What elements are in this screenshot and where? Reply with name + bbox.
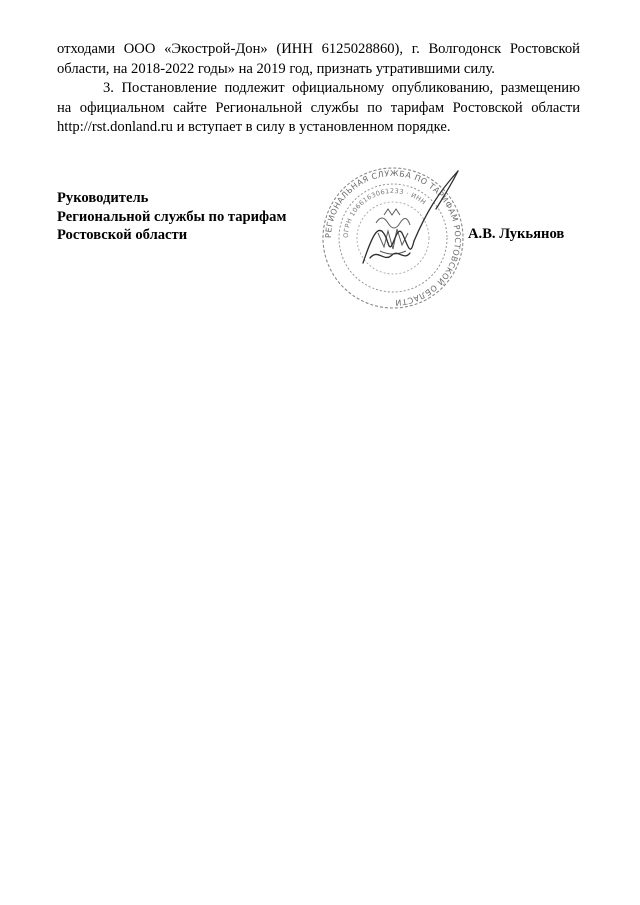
stamp-outer-text: РЕГИОНАЛЬНАЯ СЛУЖБА ПО ТАРИФАМ РОСТОВСКОЙ ОБЛАСТИ [323,168,463,308]
signature-title-line-3: Ростовской области [57,227,188,243]
document-body-text [57,40,580,138]
paragraph-continuation-line-1: отходами ООО «Экострой-Дон» (ИНН 6125028860), г. Волгодонск Ростовской [57,41,580,57]
signature-title-line-2: Региональной службы по тарифам [57,208,287,225]
official-stamp-seal [318,163,468,313]
stamp-inner-text: ОГРН 1066163061233 · ИНН [341,186,428,239]
paragraph-3-line-1: 3. Постановление подлежит официальному опубликованию, размещению [103,80,580,96]
paragraph-continuation-line-2: области, на 2018-2022 годы» на 2019 год, признать утратившими силу. [57,60,495,77]
signer-name: А.В. Лукьянов [468,226,565,242]
signature-title-line-1: Руководитель [57,190,149,206]
signature-title-block [57,189,286,245]
svg-text:ОГРН 1066163061233 · ИНН [342,187,428,238]
paragraph-3-line-3: http://rst.donland.ru и вступает в силу в установленном порядке. [57,119,451,135]
paragraph-3-line-2: на официальном сайте Региональной службы по тарифам Ростовской области [57,99,580,116]
